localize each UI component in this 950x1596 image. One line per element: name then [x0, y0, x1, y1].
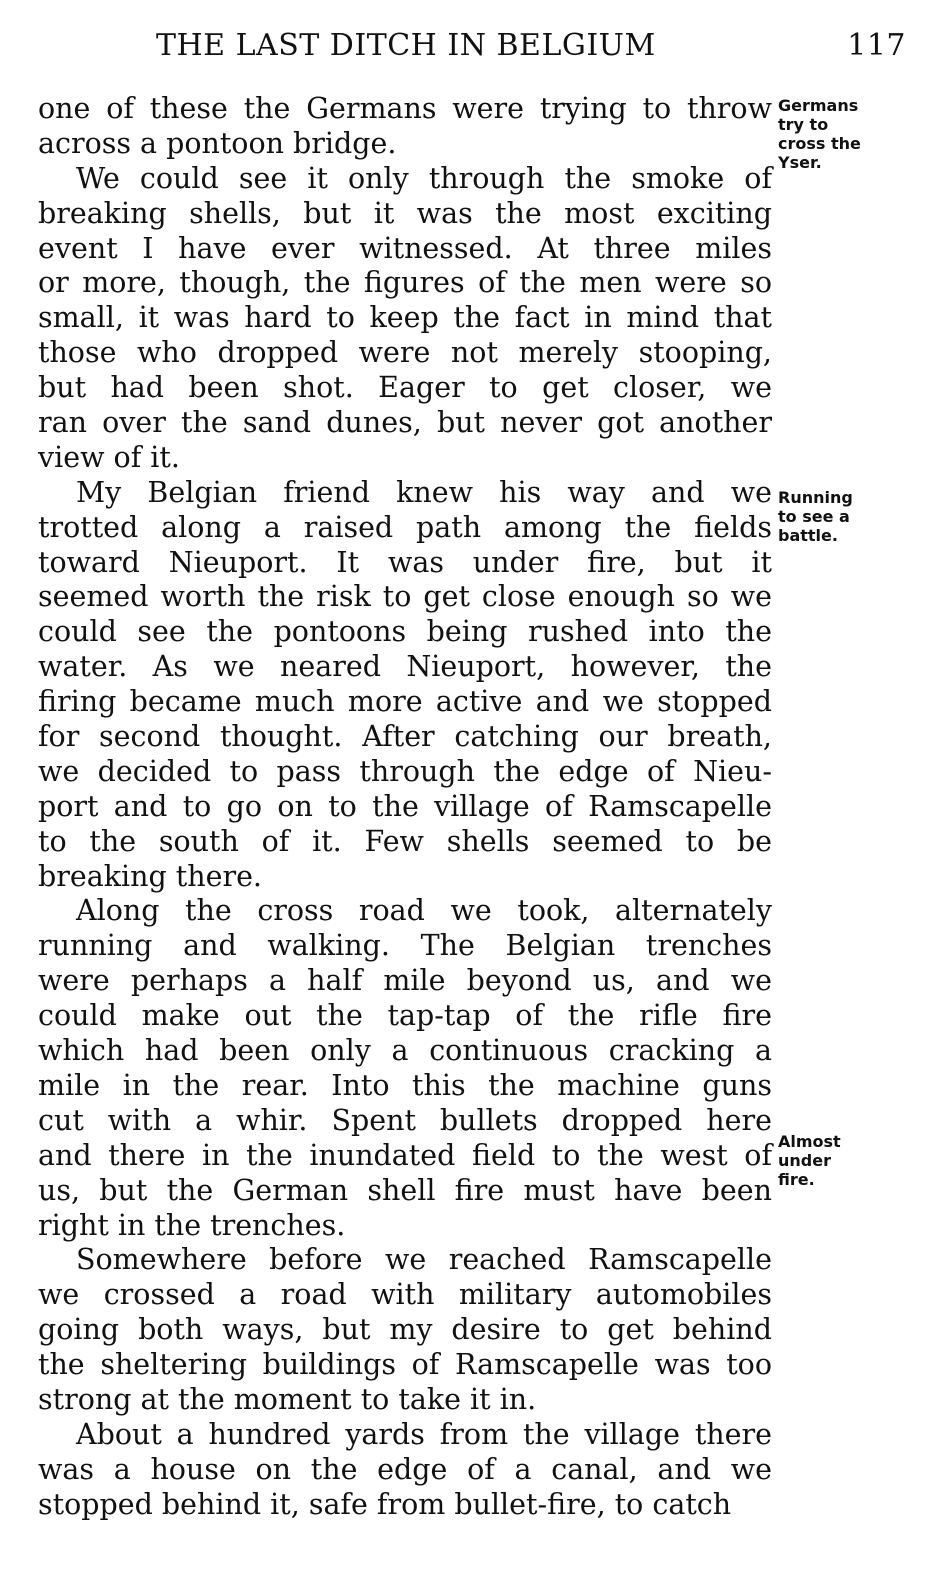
side-note-line: try to [778, 115, 829, 134]
text-line: across a pontoon bridge. [38, 126, 397, 160]
text-line: firing became much more active and we stopped [38, 685, 772, 719]
running-header [0, 28, 950, 72]
text-line: we decided to pass through the edge of Nieu- [38, 754, 772, 788]
text-line: or more, though, the figures of the men were so [38, 266, 772, 300]
side-note-line: Germans [778, 96, 859, 115]
text-line: were perhaps a half mile beyond us, and we [38, 964, 772, 998]
text-line: one of these the Germans were trying to throw [38, 92, 772, 125]
paragraph [38, 894, 772, 1243]
text-line: we crossed a road with military automobiles [38, 1278, 772, 1312]
paragraph [38, 162, 772, 476]
text-line: which had been only a continuous cracking a [38, 1034, 772, 1068]
text-line: running and walking. The Belgian trenches [38, 929, 772, 963]
side-note-line: Almost [778, 1132, 841, 1151]
side-note-line: battle. [778, 526, 838, 545]
text-line: and there in the inundated field to the west of [38, 1138, 772, 1172]
side-note-germans-cross-yser [778, 96, 938, 172]
side-note-running-to-see-battle [778, 488, 938, 545]
text-line: Along the cross road we took, alternately [76, 894, 772, 928]
text-line: to the south of it. Few shells seemed to be [38, 824, 772, 858]
text-line: but had been shot. Eager to get closer, we [38, 371, 772, 405]
text-line: us, but the German shell fire must have been [38, 1173, 772, 1207]
text-line: for second thought. After catching our breath, [38, 720, 772, 754]
text-line: could make out the tap-tap of the rifle fire [38, 999, 772, 1033]
body-text [38, 92, 772, 1523]
text-line: toward Nieuport. It was under fire, but it [38, 545, 772, 579]
paragraph [38, 476, 772, 895]
text-line: cut with a whir. Spent bullets dropped here [38, 1103, 772, 1137]
text-line: mile in the rear. Into this the machine guns [38, 1068, 772, 1102]
side-note-line: cross the [778, 134, 861, 153]
text-line: Somewhere before we reached Ramscapelle [76, 1243, 772, 1277]
paragraph [38, 1418, 772, 1523]
paragraph [38, 92, 772, 162]
text-line: My Belgian friend knew his way and we [76, 475, 772, 509]
text-line: the sheltering buildings of Ramscapelle was too [38, 1348, 772, 1382]
side-note-line: Running [778, 488, 853, 507]
page-number: 117 [847, 28, 906, 63]
text-line: port and to go on to the village of Ramscapelle [38, 789, 772, 823]
side-note-line: Yser. [778, 153, 822, 172]
text-line: trotted along a raised path among the fields [38, 510, 772, 544]
text-line: ran over the sand dunes, but never got another [38, 406, 772, 440]
text-line: breaking there. [38, 859, 262, 893]
text-line: We could see it only through the smoke of [76, 161, 772, 195]
text-line: those who dropped were not merely stooping, [38, 336, 772, 370]
side-note-line: to see a [778, 507, 850, 526]
text-line: could see the pontoons being rushed into the [38, 615, 772, 649]
text-line: event I have ever witnessed. At three miles [38, 231, 772, 265]
text-line: small, it was hard to keep the fact in mind that [38, 301, 772, 335]
text-line: right in the trenches. [38, 1208, 346, 1242]
paragraph [38, 1243, 772, 1417]
text-line: water. As we neared Nieuport, however, the [38, 650, 772, 684]
text-line: seemed worth the risk to get close enough so we [38, 580, 772, 614]
side-note-line: under [778, 1151, 831, 1170]
side-note-line: fire. [778, 1170, 815, 1189]
text-line: stopped behind it, safe from bullet-fire, to catch [38, 1487, 732, 1521]
text-line: going both ways, but my desire to get behind [38, 1313, 772, 1347]
text-line: strong at the moment to take it in. [38, 1382, 537, 1416]
text-line: view of it. [38, 440, 180, 474]
side-note-almost-under-fire [778, 1132, 938, 1189]
running-title: THE LAST DITCH IN BELGIUM [156, 28, 656, 63]
text-line: breaking shells, but it was the most exciting [38, 196, 772, 230]
text-line: was a house on the edge of a canal, and we [38, 1452, 772, 1486]
text-line: About a hundred yards from the village there [76, 1417, 772, 1451]
